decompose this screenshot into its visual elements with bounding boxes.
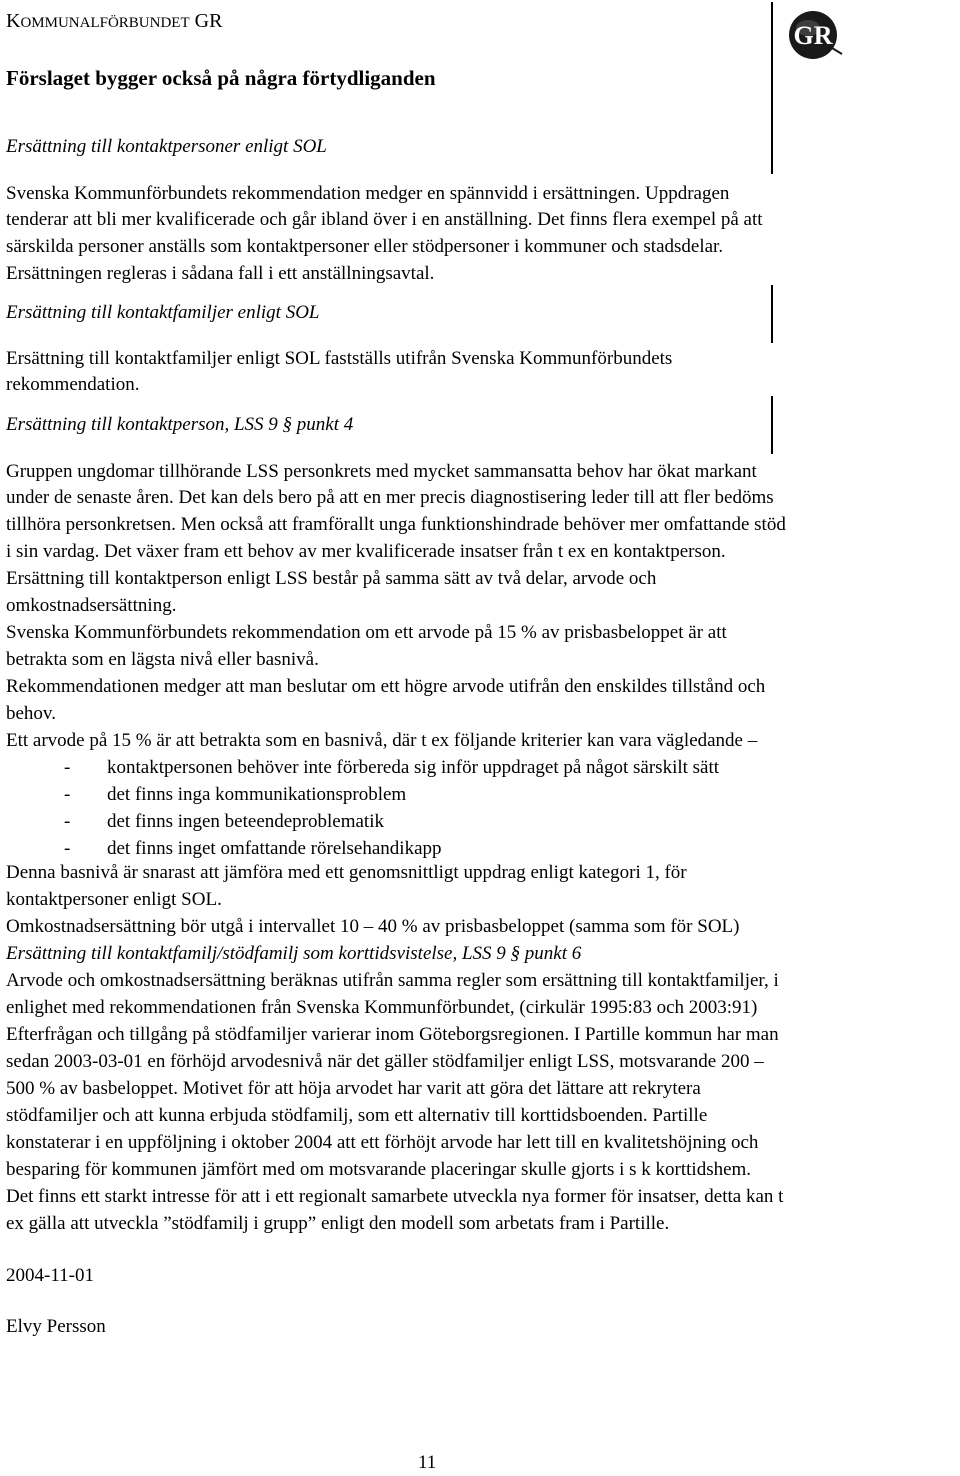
paragraph-line: tillhöra personkretsen. Men också att framförallt unga funktionshindrade behöver mer omfattande stöd <box>6 514 786 535</box>
paragraph-line: ex gälla att utveckla ”stödfamilj i grupp” enligt den modell som arbetats fram i Partille. <box>6 1213 670 1234</box>
paragraph-line: konstaterar i en uppföljning i oktober 2004 att ett förhöjt arvode har lett till en kvalitetshöjning och <box>6 1132 759 1153</box>
paragraph-line: rekommendation. <box>6 374 140 395</box>
paragraph-line: stödfamiljer och att kunna erbjuda stödfamilj, som ett alternativ till korttidsboenden. Partille <box>6 1105 708 1126</box>
paragraph-line: behov. <box>6 703 56 724</box>
paragraph-line: 500 % av basbeloppet. Motivet för att höja arvodet har varit att göra det lättare att rekrytera <box>6 1078 701 1099</box>
paragraph-line: sedan 2003-03-01 en förhöjd arvodesnivå när det gäller stödfamiljer enligt LSS, motsvarande 200 – <box>6 1051 764 1072</box>
org-name-suffix: GR <box>194 10 223 32</box>
list-item: det finns inga kommunikationsproblem <box>107 784 407 805</box>
paragraph-line: Denna basnivå är snarast att jämföra med ett genomsnittligt uppdrag enligt kategori 1, för <box>6 862 687 883</box>
page-title: Förslaget bygger också på några förtydliganden <box>6 66 436 90</box>
list-bullet: - <box>64 838 71 859</box>
logo-text: GR <box>793 21 833 50</box>
paragraph-line: Ersättningen regleras i sådana fall i ett anställningsavtal. <box>6 263 435 284</box>
org-header <box>6 8 222 36</box>
paragraph-line: särskilda personer anställs som kontaktpersoner eller stödpersoner i kommuner och stadsdelar. <box>6 236 724 257</box>
list-item: det finns inget omfattande rörelsehandikapp <box>107 838 442 859</box>
paragraph-line: Efterfrågan och tillgång på stödfamiljer varierar inom Göteborgsregionen. I Partille kommun har man <box>6 1024 779 1045</box>
paragraph-line: Ersättning till kontaktfamiljer enligt SOL fastställs utifrån Svenska Kommunförbundets <box>6 348 673 369</box>
list-bullet: - <box>64 757 71 778</box>
paragraph-line: Svenska Kommunförbundets rekommendation om ett arvode på 15 % av prisbasbeloppet är att <box>6 622 727 643</box>
author-name: Elvy Persson <box>6 1316 106 1337</box>
gr-logo <box>788 10 838 60</box>
paragraph-line: enlighet med rekommendationen från Svenska Kommunförbundet, (cirkulär 1995:83 och 2003:91) <box>6 997 758 1018</box>
org-name-initial: K <box>6 10 21 32</box>
document-date: 2004-11-01 <box>6 1265 94 1286</box>
paragraph-line: Gruppen ungdomar tillhörande LSS personkrets med mycket sammansatta behov har ökat markant <box>6 461 757 482</box>
paragraph-line: under de senaste åren. Det kan dels bero på att en mer precis diagnostisering leder till att fler bedöms <box>6 487 774 508</box>
section-heading-support-family-lss: Ersättning till kontaktfamilj/stödfamilj som korttidsvistelse, LSS 9 § punkt 6 <box>6 943 582 964</box>
list-bullet: - <box>64 784 71 805</box>
paragraph-line: Det finns ett starkt intresse för att i ett regionalt samarbete utveckla nya former för insatser, detta kan t <box>6 1186 784 1207</box>
paragraph-line: betrakta som en lägsta nivå eller basnivå. <box>6 649 319 670</box>
margin-bar-3 <box>771 396 773 454</box>
paragraph-line: kontaktpersoner enligt SOL. <box>6 889 222 910</box>
list-bullet: - <box>64 811 71 832</box>
paragraph-line: Omkostnadsersättning bör utgå i intervallet 10 – 40 % av prisbasbeloppet (samma som för SOL) <box>6 916 740 937</box>
section-heading-contact-families-sol: Ersättning till kontaktfamiljer enligt SOL <box>6 302 320 323</box>
paragraph-line: Rekommendationen medger att man beslutar om ett högre arvode utifrån den enskildes tillstånd och <box>6 676 766 697</box>
list-item: kontaktpersonen behöver inte förbereda sig inför uppdraget på något särskilt sätt <box>107 757 720 778</box>
paragraph-line: Svenska Kommunförbundets rekommendation medger en spännvidd i ersättningen. Uppdragen <box>6 183 730 204</box>
paragraph-line: omkostnadsersättning. <box>6 595 177 616</box>
gr-logo-icon <box>788 10 844 60</box>
page-number: 11 <box>418 1452 437 1473</box>
paragraph-line: i sin vardag. Det växer fram ett behov av mer kvalificerade insatser från t ex en kontaktperson. <box>6 541 726 562</box>
paragraph-line: Ett arvode på 15 % är att betrakta som en basnivå, där t ex följande kriterier kan vara vägledande – <box>6 730 758 751</box>
list-item: det finns ingen beteendeproblematik <box>107 811 384 832</box>
section-heading-contact-person-lss: Ersättning till kontaktperson, LSS 9 § punkt 4 <box>6 414 354 435</box>
paragraph-line: Arvode och omkostnadsersättning beräknas utifrån samma regler som ersättning till kontaktfamiljer, i <box>6 970 779 991</box>
section-heading-contact-persons-sol: Ersättning till kontaktpersoner enligt SOL <box>6 136 327 157</box>
margin-bar-1 <box>771 2 773 174</box>
paragraph-line: tenderar att bli mer kvalificerade och går ibland över i en anställning. Det finns flera exempel på att <box>6 209 763 230</box>
margin-bar-2 <box>771 285 773 343</box>
paragraph-line: Ersättning till kontaktperson enligt LSS består på samma sätt av två delar, arvode och <box>6 568 657 589</box>
paragraph-line: besparing för kommunen jämfört med om motsvarande placeringar skulle gjorts i s k korttidshem. <box>6 1159 752 1180</box>
org-name-rest: OMMUNALFÖRBUNDET <box>20 15 190 31</box>
